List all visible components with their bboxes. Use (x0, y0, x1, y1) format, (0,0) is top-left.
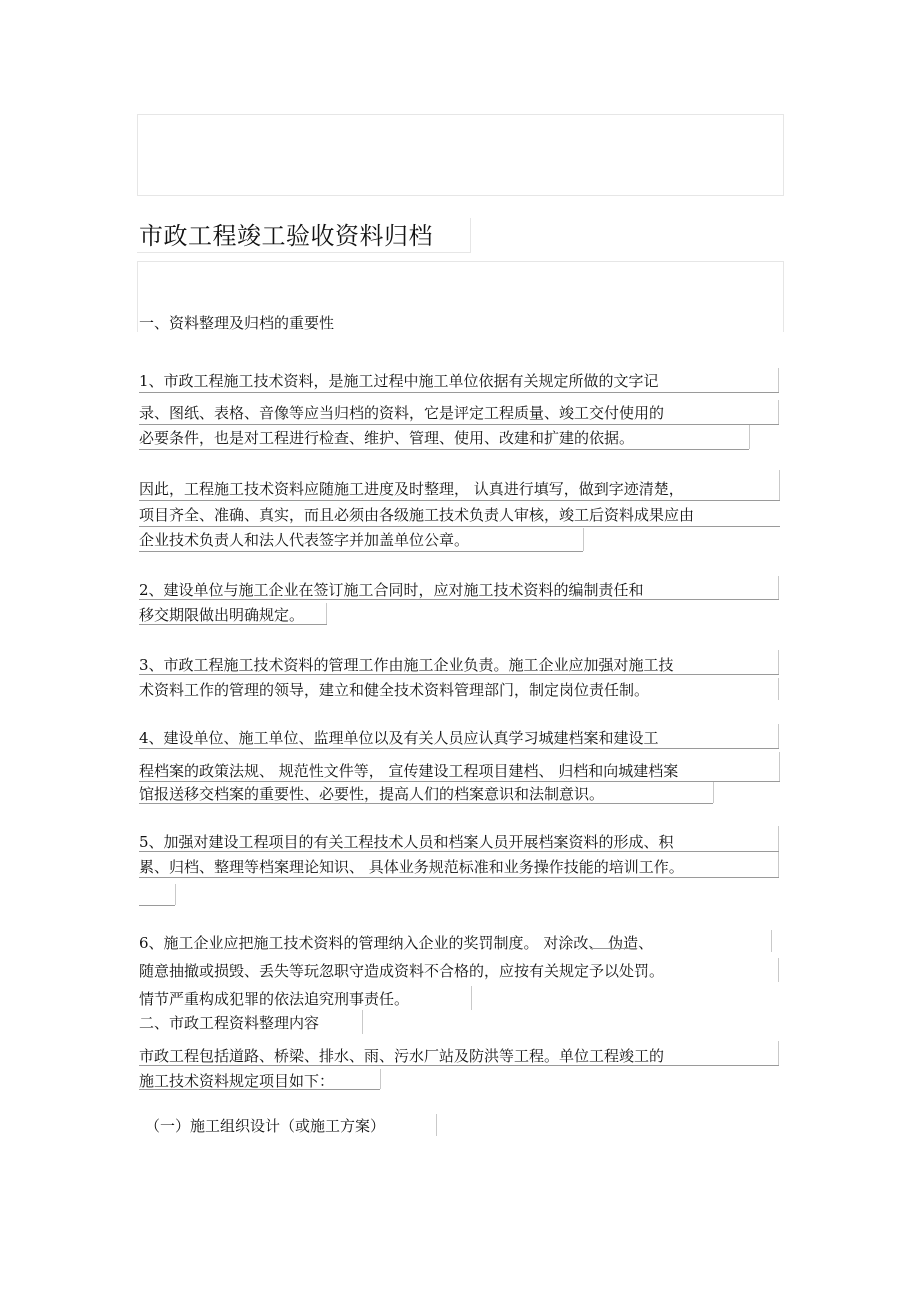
subsection-heading: （一）施工组织设计（或施工方案） (145, 1117, 386, 1135)
underline (139, 748, 779, 749)
text-line: 6、施工企业应把施工技术资料的管理纳入企业的奖罚制度。 对涂改、 伪造、 (139, 934, 654, 952)
text-line: 录、图纸、表格、音像等应当归档的资料，它是评定工程质量、竣工交付使用的 (139, 404, 665, 422)
underline (139, 392, 779, 393)
text-line: 项目齐全、准确、真实，而且必须由各级施工技术负责人审核，竣工后资料成果应由 (139, 506, 695, 524)
text-line: 因此，工程施工技术资料应随施工进度及时整理， 认真进行填写，做到字迹清楚， (139, 480, 684, 498)
underline (139, 851, 779, 852)
line-edge (583, 528, 584, 551)
underline (139, 1065, 779, 1066)
text-line: 市政工程包括道路、桥梁、排水、雨、污水厂站及防洪等工程。单位工程竣工的 (139, 1047, 665, 1065)
line-edge (362, 1010, 363, 1034)
line-edge (778, 400, 779, 424)
line-edge (779, 752, 780, 781)
line-edge (771, 930, 772, 952)
text-line: 馆报送移交档案的重要性、必要性，提高人们的档案意识和法制意识。 (139, 785, 605, 803)
text-line: 随意抽撤或损毁、丢失等玩忽职守造成资料不合格的，应按有关规定予以处罚。 (139, 962, 665, 980)
text-line: 累、归档、整理等档案理论知识、 具体业务规范标准和业务操作技能的培训工作。 (139, 858, 684, 876)
line-edge (778, 650, 779, 674)
document-title: 市政工程竣工验收资料归档 (139, 222, 433, 250)
underline (139, 877, 779, 878)
line-edge (778, 368, 779, 392)
line-edge (779, 470, 780, 500)
underline (139, 803, 713, 804)
underline (139, 424, 779, 425)
text-line: 术资料工作的管理的领导，建立和健全技术资料管理部门，制定岗位责任制。 (139, 681, 650, 699)
section-heading-1: 一、资料整理及归档的重要性 (139, 314, 335, 332)
section-heading-2: 二、市政工程资料整理内容 (139, 1014, 320, 1032)
underline (139, 449, 749, 450)
line-edge (380, 1069, 381, 1089)
line-edge (326, 603, 327, 624)
text-line: 1、市政工程施工技术资料，是施工过程中施工单位依据有关规定所做的文字记 (139, 372, 659, 390)
line-edge (778, 852, 779, 877)
text-line: 程档案的政策法规、 规范性文件等， 宣传建设工程项目建档、 归档和向城建档案 (139, 762, 679, 780)
line-edge (175, 884, 176, 905)
text-line: 移交期限做出明确规定。 (139, 606, 305, 624)
header-box (137, 114, 784, 196)
line-edge (778, 724, 779, 748)
line-edge (749, 425, 750, 449)
text-line: 企业技术负责人和法人代表签字并加盖单位公章。 (139, 531, 470, 549)
underline (139, 905, 175, 906)
line-edge (713, 782, 714, 803)
underline (139, 526, 780, 527)
text-line: 5、加强对建设工程项目的有关工程技术人员和档案人员开展档案资料的形成、积 (139, 833, 674, 851)
text-line: 2、建设单位与施工企业在签订施工合同时，应对施工技术资料的编制责任和 (139, 581, 644, 599)
underline (139, 1089, 380, 1090)
line-edge (778, 678, 779, 700)
underline (139, 500, 780, 501)
underline (139, 781, 780, 782)
line-edge (778, 576, 779, 599)
text-line: 必要条件，也是对工程进行检查、维护、管理、使用、改建和扩建的依据。 (139, 429, 635, 447)
line-edge (778, 826, 779, 851)
underline (139, 599, 779, 600)
underline (139, 551, 583, 552)
underline (590, 948, 630, 949)
text-line: 情节严重构成犯罪的依法追究刑事责任。 (139, 990, 410, 1008)
line-edge (471, 986, 472, 1010)
text-line: 4、建设单位、施工单位、监理单位以及有关人员应认真学习城建档案和建设工 (139, 729, 659, 747)
line-edge (436, 1114, 437, 1136)
underline (139, 674, 779, 675)
line-edge (778, 1041, 779, 1065)
underline (139, 624, 327, 625)
line-edge (778, 958, 779, 982)
text-line: 3、市政工程施工技术资料的管理工作由施工企业负责。施工企业应加强对施工技 (139, 656, 674, 674)
text-line: 施工技术资料规定项目如下： (139, 1072, 335, 1090)
